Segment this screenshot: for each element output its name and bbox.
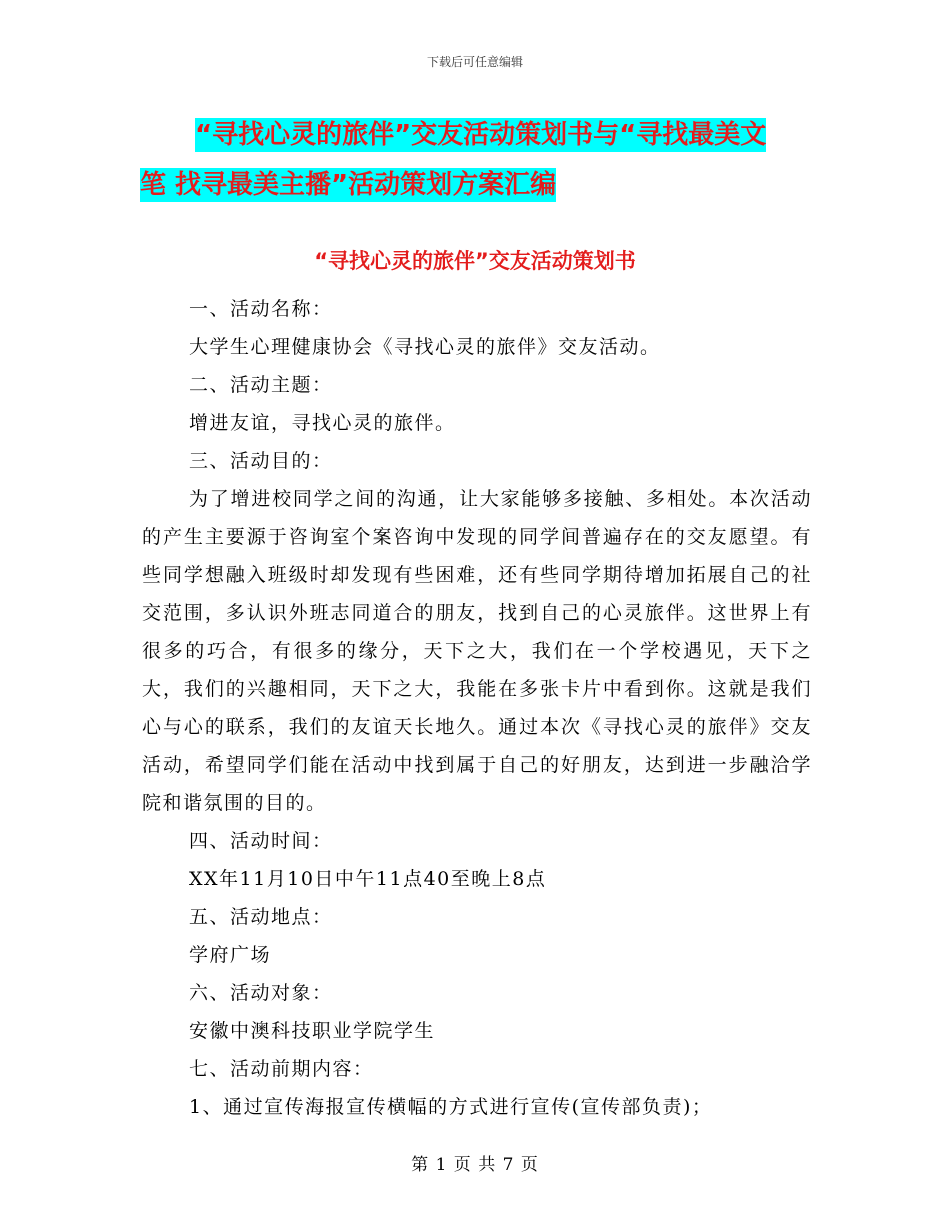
- heading-activity-audience: 六、活动对象：: [189, 982, 333, 1004]
- paragraph-pre-activity-1: 1、通过宣传海报宣传横幅的方式进行宣传(宣传部负责)；: [189, 1096, 713, 1118]
- paragraph-activity-time: XX年11月10日中午11点40至晚上8点: [189, 868, 547, 890]
- heading-activity-time: 四、活动时间：: [189, 830, 333, 852]
- document-body: [142, 290, 812, 1126]
- paragraph-activity-audience: 安徽中澳科技职业学院学生: [189, 1020, 436, 1042]
- paragraph-activity-theme: 增进友谊，寻找心灵的旅伴。: [189, 412, 456, 434]
- page-footer: 第 1 页 共 7 页: [411, 1155, 539, 1175]
- title-line-1-text: “寻找心灵的旅伴”交友活动策划书与“寻找最美文: [195, 120, 767, 150]
- title-line-2: [140, 160, 810, 210]
- page-header: 下载后可任意编辑: [426, 55, 523, 69]
- paragraph-activity-purpose: 为了增进校同学之间的沟通，让大家能够多接触、多相处。本次活动的产生主要源于咨询室个案咨询中发现的同学间普遍存在的交友愿望。有些同学想融入班级时却发现有些困难，还有些同学期待增加拓展自己的社交范围，多认识外班志同道合的朋友，找到自己的心灵旅伴。这世界上有很多的巧合，有很多的缘分，天下之大，我们在一个学校遇见，天下之大，我们的兴趣相同，天下之大，我能在多张卡片中看到你。这就是我们心与心的联系，我们的友谊天长地久。通过本次《寻找心灵的旅伴》交友活动，希望同学们能在活动中找到属于自己的好朋友，达到进一步融洽学院和谐氛围的目的。: [142, 488, 812, 814]
- heading-activity-theme: 二、活动主题：: [189, 374, 333, 396]
- heading-activity-name: 一、活动名称：: [189, 298, 333, 320]
- document-title: [140, 110, 810, 210]
- section-title: “寻找心灵的旅伴”交友活动策划书: [314, 249, 636, 273]
- paragraph-activity-location: 学府广场: [189, 944, 272, 966]
- title-line-1: [140, 110, 810, 160]
- heading-activity-purpose: 三、活动目的：: [189, 450, 333, 472]
- paragraph-activity-name: 大学生心理健康协会《寻找心灵的旅伴》交友活动。: [189, 336, 661, 358]
- title-line-2-text: 笔 找寻最美主播”活动策划方案汇编: [140, 170, 557, 200]
- heading-activity-location: 五、活动地点：: [189, 906, 333, 928]
- heading-pre-activity: 七、活动前期内容：: [189, 1058, 374, 1080]
